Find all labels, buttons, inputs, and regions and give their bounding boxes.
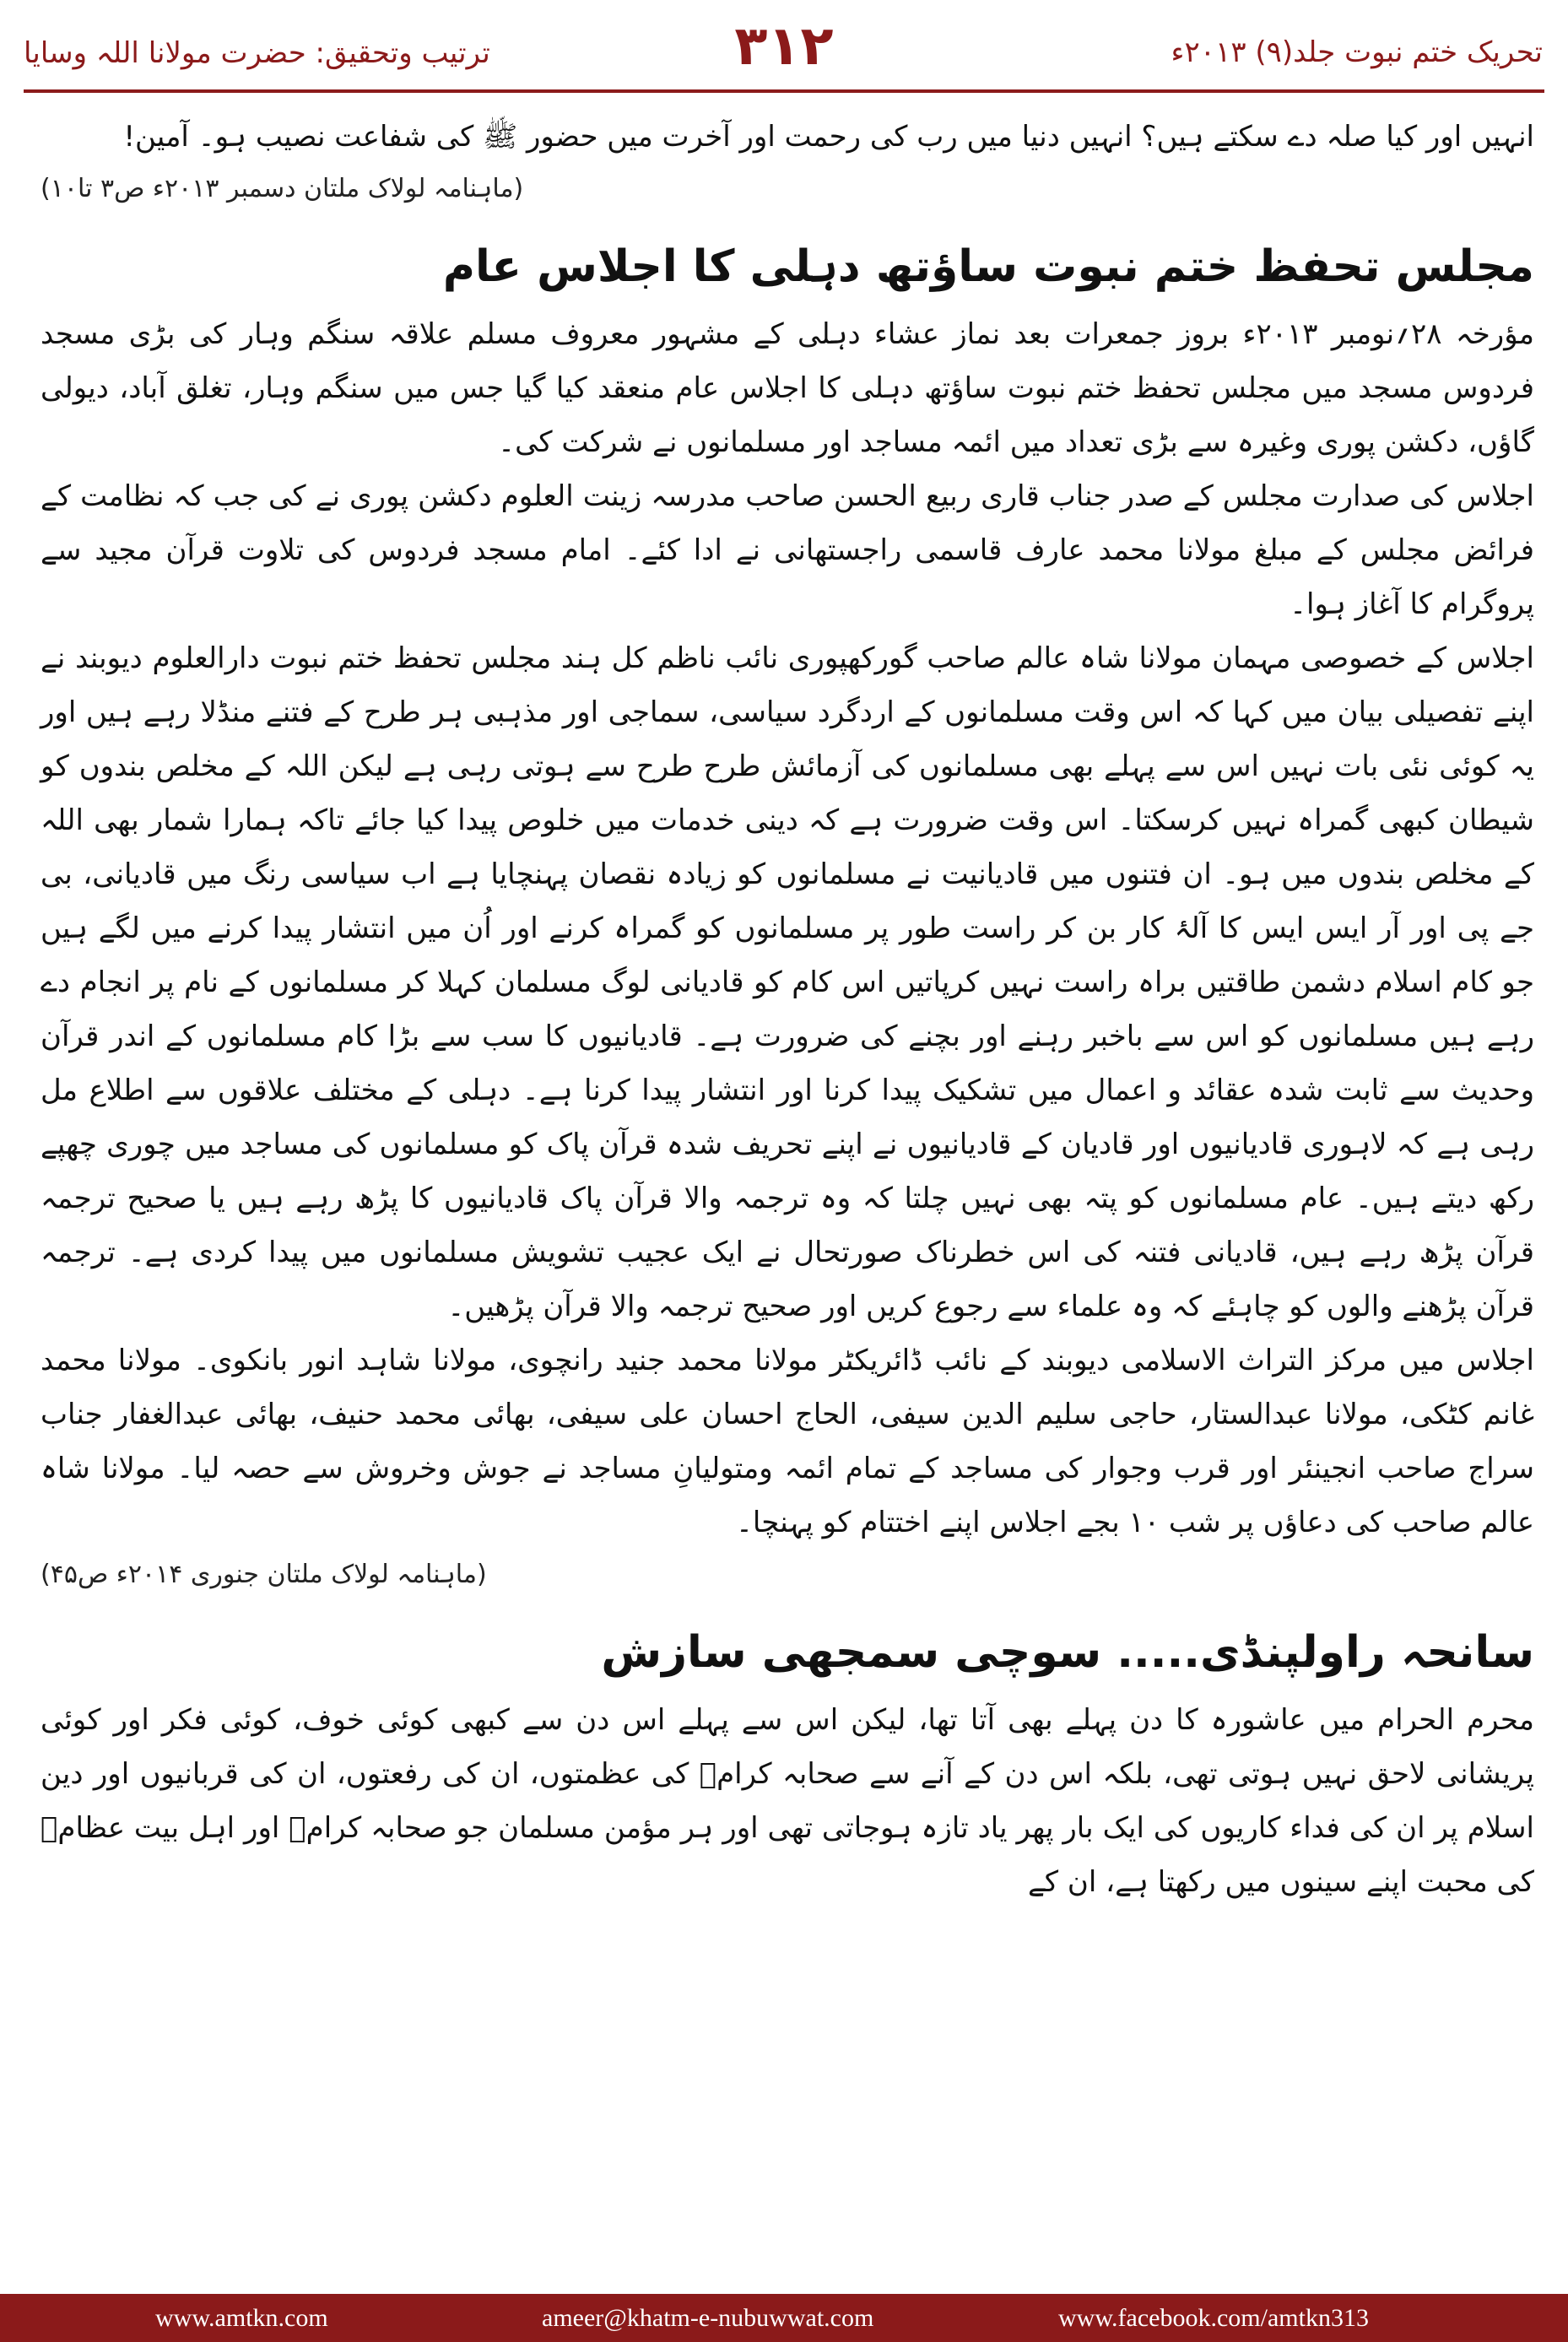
page-footer xyxy=(0,2294,1568,2342)
footer-facebook-link[interactable]: www.facebook.com/amtkn313 xyxy=(1058,2304,1369,2332)
intro-closing-paragraph: انہیں اور کیا صلہ دے سکتے ہیں؟ انہیں دنیا میں رب کی رحمت اور آخرت میں حضور ﷺ کی شفاعت نصیب ہو۔ آمین! xyxy=(123,120,1534,154)
article1-paragraph: اجلاس میں مرکز التراث الاسلامی دیوبند کے نائب ڈائریکٹر مولانا محمد جنید رانچوی، مولانا شاہد انور بانکوی۔ مولانا محمد غانم کٹکی، مولانا عبدالستار، حاجی سلیم الدین سیفی، الحاج احسان علی سیفی، بھائی محمد حنیف، بھائی عبدالغفار جناب سراج صاحب انجینئر اور قرب وجوار کی مساجد کے تمام ائمہ ومتولیانِ مساجد نے جوش وخروش سے حصہ لیا۔ مولانا شاہ عالم صاحب کی دعاؤں پر شب ۱۰ بجے اجلاس اپنے اختتام کو پہنچا۔ xyxy=(41,1344,1534,1539)
page-content xyxy=(41,110,1534,2287)
intro-reference: (ماہنامہ لولاک ملتان دسمبر ۲۰۱۳ء ص۳ تا۱۰) xyxy=(41,174,524,203)
page-number: ۳۱۲ xyxy=(734,15,834,78)
header-editor-credit: ترتیب وتحقیق: حضرت مولانا اللہ وسایا xyxy=(24,36,490,70)
article1-reference: (ماہنامہ لولاک ملتان جنوری ۲۰۱۴ء ص۴۵) xyxy=(41,1560,487,1589)
footer-email-link[interactable]: ameer@khatm-e-nubuwwat.com xyxy=(542,2304,874,2332)
article1-paragraph: اجلاس کے خصوصی مہمان مولانا شاہ عالم صاحب گورکھپوری نائب ناظم کل ہند مجلس تحفظ ختم نبوت دارالعلوم دیوبند نے اپنے تفصیلی بیان میں کہا کہ اس وقت مسلمانوں کے اردگرد سیاسی، سماجی اور مذہبی ہر طرح کے فتنے منڈلا رہے ہیں اور یہ کوئی نئی بات نہیں اس سے پہلے بھی مسلمانوں کی آزمائش طرح طرح سے ہوتی رہی ہے لیکن اللہ کے مخلص بندوں کو شیطان کبھی گمراہ نہیں کرسکتا۔ اس وقت ضرورت ہے کہ دینی خدمات میں خلوص پیدا کیا جائے تاکہ ہمارا شمار بھی اللہ کے مخلص بندوں میں ہو۔ ان فتنوں میں قادیانیت نے مسلمانوں کو زیادہ نقصان پہنچایا ہے اب سیاسی رنگ میں قادیانی، بی جے پی اور آر ایس ایس کا آلۂ کار بن کر راست طور پر مسلمانوں کو گمراہ کرنے اور اُن میں انتشار پیدا کرنے میں لگے ہیں جو کام اسلام دشمن طاقتیں براہ راست نہیں کرپاتیں اس کام کو قادیانی لوگ مسلمان کہلا کر مسلمانوں کے نام پر انجام دے رہے ہیں مسلمانوں کو اس سے باخبر رہنے اور بچنے کی ضرورت ہے۔ قادیانیوں کا سب سے بڑا کام مسلمانوں کے اندر قرآن وحدیث سے ثابت شدہ عقائد و اعمال میں تشکیک پیدا کرنا اور انتشار پیدا کرنا ہے۔ دہلی کے مختلف علاقوں سے اطلاع مل رہی ہے کہ لاہوری قادیانیوں اور قادیان کے قادیانیوں نے اپنے تحریف شدہ قرآن پاک کو مسلمانوں کی مساجد میں چوری چھپے رکھ دیتے ہیں۔ عام مسلمانوں کو پتہ بھی نہیں چلتا کہ وہ ترجمہ والا قرآن پاک قادیانیوں کا پڑھ رہے ہیں یا صحیح ترجمہ قرآن پڑھ رہے ہیں، قادیانی فتنہ کی اس خطرناک صورتحال نے ایک عجیب تشویش مسلمانوں میں پیدا کردی ہے۔ ترجمہ قرآن پڑھنے والوں کو چاہئے کہ وہ علماء سے رجوع کریں اور صحیح ترجمہ والا قرآن پڑھیں۔ xyxy=(41,641,1534,1323)
page-header xyxy=(0,0,1568,100)
footer-website-link[interactable]: www.amtkn.com xyxy=(155,2304,328,2332)
article1-title: مجلس تحفظ ختم نبوت ساؤتھ دہلی کا اجلاس عام xyxy=(442,241,1534,292)
header-divider xyxy=(24,89,1544,93)
article2-title: سانحہ راولپنڈی..... سوچی سمجھی سازش xyxy=(601,1627,1534,1678)
article1-paragraph: مؤرخہ ۲۸؍نومبر ۲۰۱۳ء بروز جمعرات بعد نماز عشاء دہلی کے مشہور معروف مسلم علاقہ سنگم وہار کی بڑی مسجد فردوس مسجد میں مجلس تحفظ ختم نبوت ساؤتھ دہلی کا اجلاس عام منعقد کیا گیا جس میں سنگم وہار، تغلق آباد، دیولی گاؤں، دکشن پوری وغیرہ سے بڑی تعداد میں ائمہ مساجد اور مسلمانوں نے شرکت کی۔ xyxy=(41,317,1535,459)
article1-paragraph: اجلاس کی صدارت مجلس کے صدر جناب قاری ربیع الحسن صاحب مدرسہ زینت العلوم دکشن پوری نے کی جب کہ نظامت کے فرائض مجلس کے مبلغ مولانا محمد عارف قاسمی راجستھانی نے ادا کئے۔ امام مسجد فردوس کی تلاوت قرآن مجید سے پروگرام کا آغاز ہوا۔ xyxy=(41,479,1534,621)
article2-paragraph: محرم الحرام میں عاشورہ کا دن پہلے بھی آتا تھا، لیکن اس سے پہلے اس دن سے کبھی کوئی خوف، کوئی فکر اور کوئی پریشانی لاحق نہیں ہوتی تھی، بلکہ اس دن کے آنے سے صحابہ کرامؓ کی عظمتوں، ان کی رفعتوں، ان کی قربانیوں اور دین اسلام پر ان کی فداء کاریوں کی ایک بار پھر یاد تازہ ہوجاتی تھی اور ہر مؤمن مسلمان جو صحابہ کرامؓ اور اہل بیت عظامؓ کی محبت اپنے سینوں میں رکھتا ہے، ان کے xyxy=(41,1703,1534,1899)
header-book-title: تحریک ختم نبوت جلد(۹) ۲۰۱۳ء xyxy=(1171,35,1543,69)
